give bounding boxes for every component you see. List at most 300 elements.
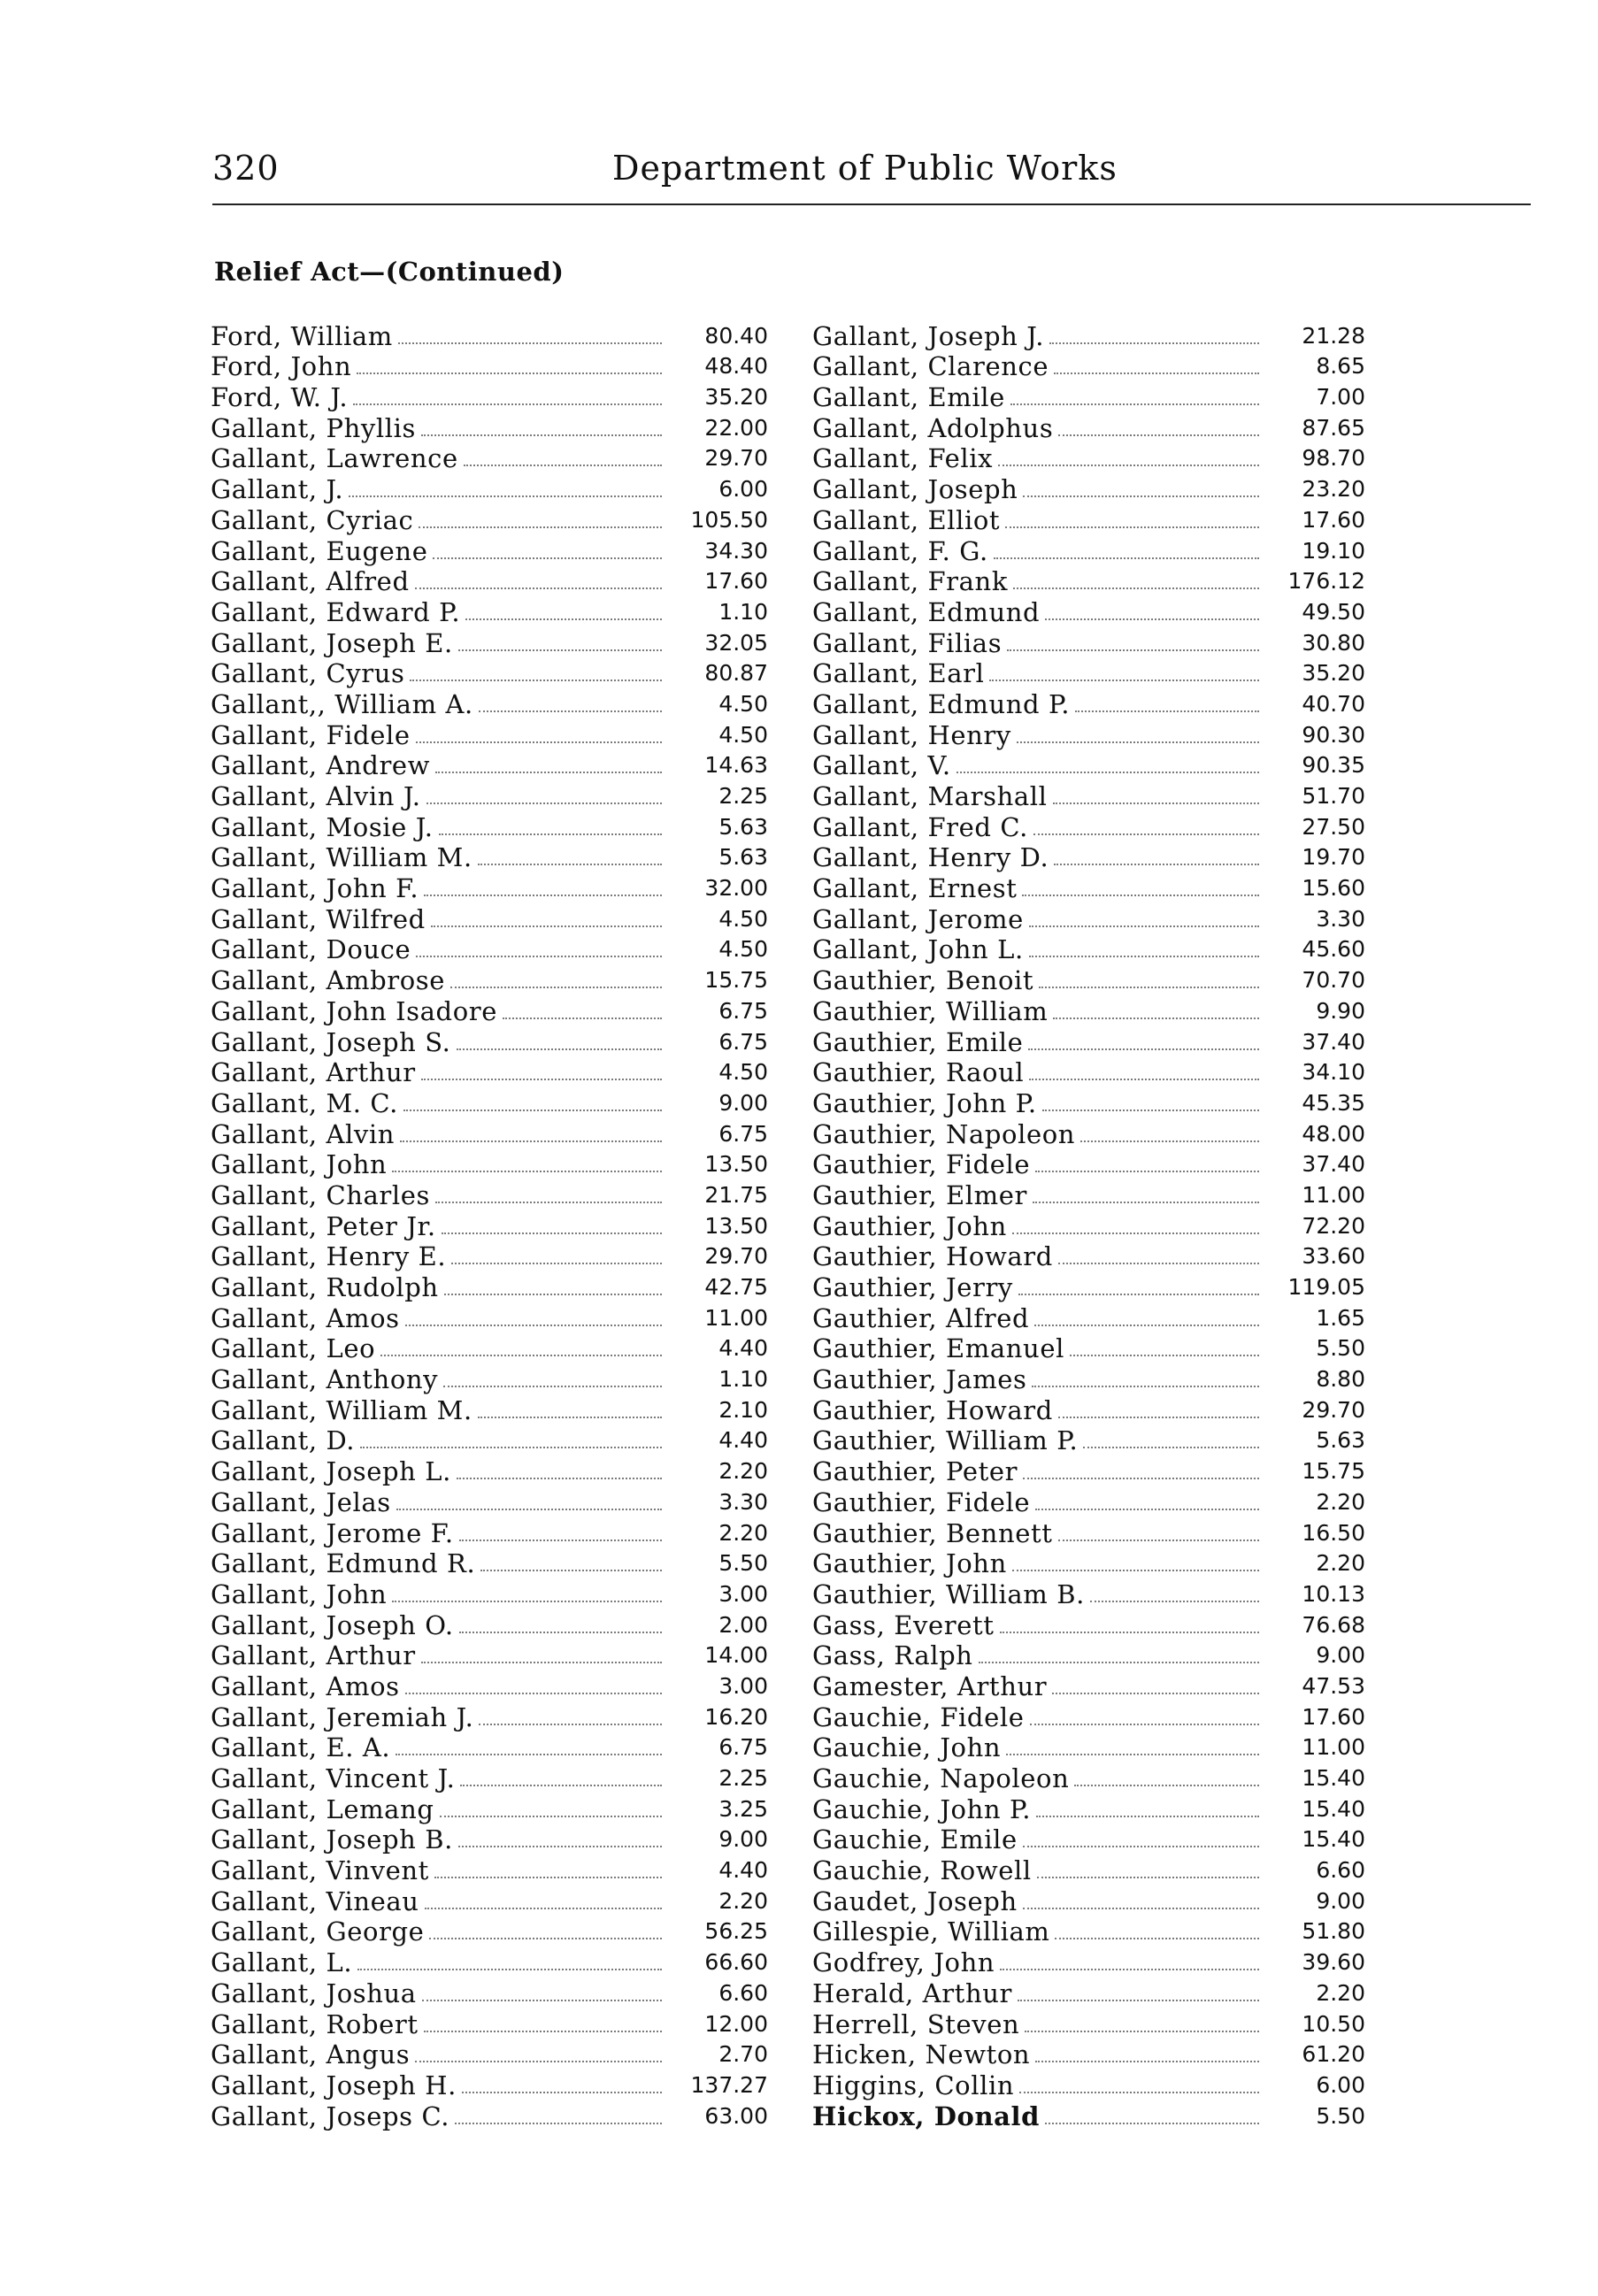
entry-amount: 48.40 — [704, 353, 768, 380]
entry-name: Gallant, Jerome — [812, 903, 1024, 934]
entry-name: Gauthier, Peter — [812, 1456, 1018, 1487]
dot-leader — [478, 1417, 662, 1418]
list-item — [211, 566, 768, 597]
entry-amount: 17.60 — [704, 568, 768, 595]
entry-amount: 51.80 — [1302, 1918, 1365, 1945]
entry-amount: 9.00 — [1316, 1887, 1365, 1914]
dot-leader — [1036, 1816, 1259, 1817]
entry-amount: 5.50 — [1316, 1335, 1365, 1362]
entry-name: Gallant, Felix — [812, 443, 994, 474]
list-item — [812, 320, 1365, 351]
entry-amount: 6.60 — [718, 1979, 768, 2006]
list-item — [812, 627, 1365, 658]
dot-leader — [451, 1263, 662, 1264]
entry-amount: 98.70 — [1302, 445, 1365, 472]
dot-leader — [405, 1325, 662, 1326]
dot-leader — [431, 925, 662, 927]
entry-amount: 9.00 — [718, 1089, 768, 1116]
dot-leader — [1000, 1969, 1259, 1970]
list-item — [211, 1793, 768, 1824]
dot-leader — [380, 1355, 662, 1356]
dot-leader — [1080, 1140, 1259, 1142]
entry-amount: 11.00 — [704, 1304, 768, 1331]
list-item — [812, 903, 1365, 934]
entry-amount: 30.80 — [1302, 629, 1365, 656]
entry-name: Gallant, Lawrence — [211, 443, 458, 474]
list-item — [211, 1394, 768, 1425]
list-item — [211, 351, 768, 382]
entry-name: Gauthier, Jerry — [812, 1272, 1013, 1302]
entry-name: Gallant, Cyrus — [211, 658, 405, 689]
list-item — [211, 627, 768, 658]
dot-leader — [410, 680, 662, 681]
entry-amount: 70.70 — [1302, 967, 1365, 994]
list-item — [211, 2069, 768, 2100]
list-item — [812, 750, 1365, 781]
entry-amount: 10.50 — [1302, 2010, 1365, 2037]
dot-leader — [424, 895, 662, 896]
dot-leader — [357, 1969, 662, 1970]
entry-amount: 42.75 — [704, 1274, 768, 1300]
entry-amount: 2.20 — [1316, 1488, 1365, 1515]
entry-name: Gallant, Jeremiah J. — [211, 1701, 474, 1732]
entry-amount: 32.00 — [704, 875, 768, 902]
entry-name: Gallant, Alvin — [211, 1118, 396, 1149]
entry-amount: 21.28 — [1302, 322, 1365, 349]
dot-leader — [1054, 372, 1259, 374]
list-item — [211, 1087, 768, 1118]
entry-name: Gass, Ralph — [812, 1640, 973, 1671]
entry-name: Gauchie, Emile — [812, 1824, 1018, 1855]
list-item — [812, 566, 1365, 597]
entry-amount: 105.50 — [690, 506, 768, 533]
entry-amount: 2.20 — [718, 1458, 768, 1485]
dot-leader — [443, 1386, 662, 1387]
entry-name: Gallant, Joseph H. — [211, 2069, 457, 2100]
entry-amount: 47.53 — [1302, 1672, 1365, 1699]
entry-amount: 49.50 — [1302, 598, 1365, 625]
dot-leader — [398, 342, 662, 344]
section-heading: Relief Act—(Continued) — [214, 257, 565, 287]
list-item — [812, 2069, 1365, 2100]
entry-amount: 17.60 — [1302, 506, 1365, 533]
dot-leader — [956, 772, 1259, 773]
page-header — [212, 149, 1531, 195]
dot-leader — [1090, 1601, 1259, 1602]
entry-amount: 2.10 — [718, 1396, 768, 1423]
entry-name: Herald, Arthur — [812, 1977, 1012, 2008]
list-item — [211, 719, 768, 750]
entry-amount: 6.75 — [718, 1120, 768, 1147]
entry-amount: 35.20 — [1302, 660, 1365, 687]
entry-name: Gauchie, Napoleon — [812, 1763, 1070, 1793]
entry-amount: 3.00 — [718, 1672, 768, 1699]
list-item — [812, 1118, 1365, 1149]
list-item — [812, 2100, 1365, 2131]
entry-amount: 10.13 — [1302, 1580, 1365, 1607]
entry-name: Gauchie, Rowell — [812, 1855, 1032, 1886]
entry-name: Gauchie, John — [812, 1732, 1002, 1763]
entry-amount: 29.70 — [704, 1243, 768, 1270]
dot-leader — [1045, 2123, 1259, 2124]
list-item — [812, 1977, 1365, 2008]
list-item — [211, 1640, 768, 1671]
entry-amount: 90.30 — [1302, 721, 1365, 748]
list-item — [812, 1701, 1365, 1732]
dot-leader — [465, 618, 662, 620]
entry-name: Gauthier, Howard — [812, 1241, 1053, 1272]
dot-leader — [434, 1877, 662, 1878]
entry-name: Gallant, Elliot — [812, 504, 1001, 535]
list-item — [211, 811, 768, 842]
entry-amount: 87.65 — [1302, 414, 1365, 441]
list-item — [812, 2008, 1365, 2039]
entry-name: Gauthier, William — [812, 995, 1049, 1026]
entry-name: Gallant, E. A. — [211, 1732, 391, 1763]
list-item — [812, 1087, 1365, 1118]
entry-name: Gallant, Joseph O. — [211, 1609, 454, 1640]
entry-amount: 14.00 — [704, 1642, 768, 1669]
entry-amount: 15.40 — [1302, 1795, 1365, 1822]
entry-amount: 14.63 — [704, 752, 768, 779]
entry-amount: 8.80 — [1316, 1366, 1365, 1393]
entry-name: Ford, John — [211, 351, 352, 382]
entry-amount: 66.60 — [704, 1949, 768, 1976]
entry-name: Gallant, Ambrose — [211, 965, 446, 996]
entry-amount: 27.50 — [1302, 813, 1365, 840]
dot-leader — [1019, 2092, 1259, 2093]
entry-name: Gallant, V. — [812, 750, 951, 781]
dot-leader — [480, 1570, 662, 1571]
entry-amount: 4.50 — [718, 1059, 768, 1086]
entry-name: Gallant, J. — [211, 474, 344, 505]
entry-amount: 2.20 — [1316, 1979, 1365, 2006]
entry-amount: 2.70 — [718, 2041, 768, 2068]
dot-leader — [357, 372, 662, 374]
entry-amount: 29.70 — [1302, 1396, 1365, 1423]
entry-name: Gallant, Jerome F. — [211, 1517, 454, 1548]
entry-name: Gallant, Edmund P. — [812, 688, 1071, 719]
entry-name: Gallant, F. G. — [812, 535, 988, 566]
entry-amount: 80.87 — [704, 660, 768, 687]
dot-leader — [1070, 1355, 1259, 1356]
entry-name: Gallant, Ernest — [812, 873, 1018, 904]
list-item — [211, 1916, 768, 1947]
list-item — [211, 1732, 768, 1763]
dot-leader — [1054, 864, 1259, 865]
entry-name: Gallant, Adolphus — [812, 412, 1054, 443]
list-item — [812, 1394, 1365, 1425]
list-item — [812, 1455, 1365, 1486]
list-item — [211, 412, 768, 443]
dot-leader — [1074, 1785, 1259, 1786]
entry-name: Ford, William — [211, 320, 393, 351]
dot-leader — [1012, 1232, 1259, 1234]
list-item — [812, 504, 1365, 535]
dot-leader — [459, 1540, 662, 1541]
entry-name: Gallant, John Isadore — [211, 995, 497, 1026]
entry-amount: 5.50 — [718, 1550, 768, 1577]
list-item — [812, 412, 1365, 443]
list-item — [211, 995, 768, 1026]
entry-name: Gallant, Alfred — [211, 566, 410, 597]
dot-leader — [503, 1017, 662, 1019]
entry-amount: 3.30 — [718, 1488, 768, 1515]
entry-name: Gauthier, Emile — [812, 1026, 1024, 1057]
dot-leader — [360, 1447, 662, 1448]
list-item — [211, 1302, 768, 1333]
dot-leader — [1058, 1540, 1259, 1541]
entry-amount: 5.50 — [1316, 2102, 1365, 2129]
entry-amount: 40.70 — [1302, 690, 1365, 717]
entry-amount: 2.20 — [718, 1519, 768, 1546]
dot-leader — [415, 2061, 662, 2062]
dot-leader — [457, 1048, 662, 1050]
list-item — [211, 473, 768, 504]
dot-leader — [458, 649, 662, 651]
entry-amount: 1.10 — [718, 1366, 768, 1393]
entry-amount: 15.60 — [1302, 875, 1365, 902]
entry-amount: 176.12 — [1287, 568, 1365, 595]
list-item — [211, 1701, 768, 1732]
entry-name: Gallant, Jelas — [211, 1486, 391, 1517]
dot-leader — [1029, 925, 1259, 927]
dot-leader — [455, 2123, 662, 2124]
list-item — [211, 2008, 768, 2039]
entry-name: Gallant, Joseph L. — [211, 1456, 451, 1487]
dot-leader — [1023, 495, 1259, 497]
dot-leader — [464, 465, 662, 466]
list-item — [812, 964, 1365, 995]
entry-name: Gauchie, John P. — [812, 1793, 1032, 1824]
dot-leader — [457, 1478, 662, 1479]
entry-name: Gallant, Mosie J. — [211, 811, 434, 842]
list-item — [211, 1210, 768, 1241]
entry-name: Gauthier, Raoul — [812, 1057, 1025, 1088]
list-item — [211, 780, 768, 811]
list-item — [812, 1885, 1365, 1916]
entry-name: Gallant, John F. — [211, 873, 419, 904]
list-item — [211, 596, 768, 627]
entry-amount: 4.50 — [718, 936, 768, 963]
entry-amount: 9.90 — [1316, 997, 1365, 1024]
dot-leader — [422, 2000, 662, 2001]
list-item — [812, 1302, 1365, 1333]
entry-amount: 3.25 — [718, 1795, 768, 1822]
dot-leader — [1018, 1294, 1259, 1295]
entry-name: Gallant, Henry E. — [211, 1241, 447, 1272]
list-item — [812, 1486, 1365, 1517]
entry-amount: 1.10 — [718, 598, 768, 625]
entry-name: Gauthier, Fidele — [812, 1149, 1031, 1180]
list-item — [211, 1179, 768, 1210]
entry-name: Gauthier, Alfred — [812, 1302, 1030, 1333]
entry-name: Gallant, Amos — [211, 1302, 400, 1333]
entry-amount: 33.60 — [1302, 1243, 1365, 1270]
page-title: Department of Public Works — [612, 149, 1118, 188]
list-item — [812, 1517, 1365, 1548]
dot-leader — [400, 1140, 662, 1142]
list-item — [211, 1885, 768, 1916]
entry-name: Gauthier, Elmer — [812, 1179, 1027, 1210]
entry-name: Gallant, Joseph E. — [211, 627, 453, 658]
list-item — [812, 934, 1365, 965]
dot-leader — [1007, 649, 1259, 651]
entry-amount: 34.10 — [1302, 1059, 1365, 1086]
list-item — [812, 995, 1365, 1026]
entry-name: Gallant, George — [211, 1916, 425, 1947]
dot-leader — [1000, 1632, 1259, 1633]
entry-name: Gallant, Earl — [812, 658, 985, 689]
entry-name: Gallant, Peter Jr. — [211, 1210, 436, 1241]
list-item — [211, 2100, 768, 2131]
list-item — [812, 596, 1365, 627]
list-item — [812, 2039, 1365, 2070]
entry-amount: 15.40 — [1302, 1826, 1365, 1853]
dot-leader — [450, 987, 662, 988]
list-item — [812, 381, 1365, 412]
entry-name: Gallant, Joseph J. — [812, 320, 1045, 351]
dot-leader — [1037, 1877, 1259, 1878]
list-item — [812, 443, 1365, 474]
entry-amount: 21.75 — [704, 1181, 768, 1208]
entry-name: Gallant, Edward P. — [211, 596, 461, 627]
entry-amount: 19.70 — [1302, 844, 1365, 871]
entry-amount: 9.00 — [1316, 1642, 1365, 1669]
list-item — [812, 1793, 1365, 1824]
dot-leader — [1033, 1202, 1259, 1203]
entry-amount: 11.00 — [1302, 1734, 1365, 1761]
list-item — [812, 1271, 1365, 1302]
list-item — [211, 1824, 768, 1855]
entry-amount: 15.75 — [1302, 1458, 1365, 1485]
list-item — [812, 658, 1365, 689]
list-item — [211, 1241, 768, 1272]
entry-amount: 32.05 — [704, 629, 768, 656]
entry-amount: 2.25 — [718, 1765, 768, 1791]
entry-amount: 48.00 — [1302, 1120, 1365, 1147]
entry-amount: 11.00 — [1302, 1181, 1365, 1208]
dot-leader — [444, 1294, 662, 1295]
entry-name: Gallant, Andrew — [211, 750, 431, 781]
entry-name: Godfrey, John — [812, 1947, 995, 1978]
entry-amount: 3.00 — [718, 1580, 768, 1607]
list-item — [812, 473, 1365, 504]
list-item — [812, 1333, 1365, 1364]
dot-leader — [396, 1509, 662, 1510]
dot-leader — [424, 2031, 662, 2032]
dot-leader — [435, 772, 662, 773]
entry-name: Gallant, Arthur — [211, 1640, 416, 1671]
entry-amount: 1.65 — [1316, 1304, 1365, 1331]
entry-name: Gaudet, Joseph — [812, 1885, 1018, 1916]
dot-leader — [426, 802, 662, 804]
list-item — [812, 1578, 1365, 1609]
entry-name: Gallant, Joseph B. — [211, 1824, 453, 1855]
entry-amount: 45.35 — [1302, 1089, 1365, 1116]
dot-leader — [1053, 802, 1259, 804]
dot-leader — [1032, 1386, 1259, 1387]
entry-amount: 6.00 — [718, 476, 768, 503]
list-item — [211, 1271, 768, 1302]
entry-amount: 37.40 — [1302, 1151, 1365, 1178]
entry-name: Gallant, William M. — [211, 842, 472, 873]
dot-leader — [1052, 1693, 1259, 1694]
dot-leader — [1083, 1447, 1259, 1448]
list-item — [812, 535, 1365, 566]
entry-name: Gallant,, William A. — [211, 688, 473, 719]
entry-name: Gallant, Cyriac — [211, 504, 414, 535]
dot-leader — [419, 526, 662, 528]
entry-name: Gallant, Joshua — [211, 1977, 417, 2008]
entry-amount: 22.00 — [704, 414, 768, 441]
dot-leader — [1042, 1110, 1259, 1111]
entry-name: Gallant, Vineau — [211, 1885, 419, 1916]
list-item — [812, 1824, 1365, 1855]
entry-amount: 16.50 — [1302, 1519, 1365, 1546]
entry-name: Gallant, Fred C. — [812, 811, 1028, 842]
entry-amount: 45.60 — [1302, 936, 1365, 963]
entry-name: Gallant, Edmund R. — [211, 1548, 476, 1579]
dot-leader — [479, 1724, 662, 1725]
dot-leader — [1010, 403, 1259, 405]
list-item — [812, 842, 1365, 873]
dot-leader — [1023, 1478, 1259, 1479]
list-item — [812, 1363, 1365, 1394]
entry-amount: 76.68 — [1302, 1611, 1365, 1638]
dot-leader — [353, 403, 662, 405]
entry-name: Gallant, Filias — [812, 627, 1003, 658]
entry-name: Gauthier, Napoleon — [812, 1118, 1076, 1149]
list-item — [812, 1149, 1365, 1180]
dot-leader — [416, 741, 662, 743]
dot-leader — [989, 680, 1259, 681]
dot-leader — [1039, 987, 1259, 988]
dot-leader — [392, 1601, 662, 1602]
entry-name: Gallant, Arthur — [211, 1057, 416, 1088]
entry-amount: 2.20 — [718, 1887, 768, 1914]
dot-leader — [1028, 1048, 1259, 1050]
entry-amount: 35.20 — [704, 384, 768, 411]
entry-name: Hicken, Newton — [812, 2039, 1031, 2070]
dot-leader — [1053, 1017, 1259, 1019]
list-item — [211, 1854, 768, 1885]
entry-amount: 5.63 — [718, 844, 768, 871]
entry-amount: 6.75 — [718, 1028, 768, 1055]
dot-leader — [1013, 587, 1259, 589]
left-column — [211, 320, 768, 2131]
entry-amount: 15.40 — [1302, 1765, 1365, 1791]
dot-leader — [405, 1693, 662, 1694]
page-number: 320 — [212, 149, 280, 188]
dot-leader — [1049, 342, 1259, 344]
list-item — [211, 1455, 768, 1486]
entry-name: Gauthier, William P. — [812, 1425, 1079, 1456]
entry-amount: 23.20 — [1302, 476, 1365, 503]
dot-leader — [442, 1232, 662, 1234]
dot-leader — [440, 1816, 662, 1817]
list-item — [812, 1057, 1365, 1088]
entry-amount: 63.00 — [704, 2102, 768, 2129]
entry-name: Hickox, Donald — [812, 2100, 1041, 2131]
list-item — [211, 872, 768, 903]
entry-name: Gallant, Vincent J. — [211, 1763, 456, 1793]
entry-amount: 19.10 — [1302, 537, 1365, 564]
entry-amount: 4.40 — [718, 1857, 768, 1884]
dot-leader — [403, 1110, 662, 1111]
dot-leader — [1018, 2000, 1259, 2001]
dot-leader — [349, 495, 662, 497]
